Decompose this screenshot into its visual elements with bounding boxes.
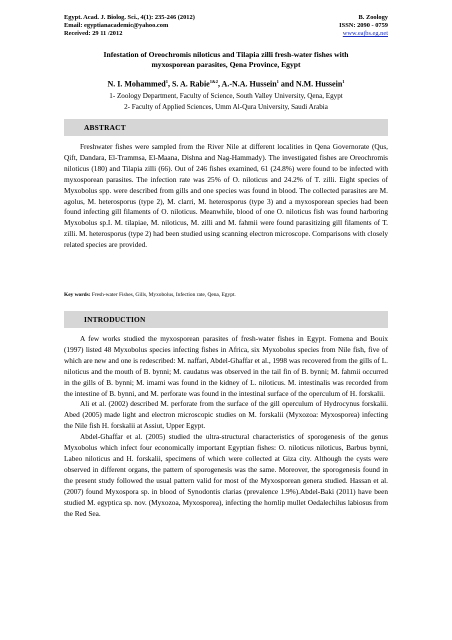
introduction-heading: INTRODUCTION [84, 315, 146, 324]
author-list [60, 79, 392, 89]
keywords-label: Key words: [64, 292, 91, 298]
author-2-affil: 1&2 [209, 79, 218, 84]
abstract-heading: ABSTRACT [84, 123, 126, 132]
abstract-heading-band [64, 119, 388, 136]
header-row-1 [64, 14, 388, 22]
keywords-value: Fresh-water Fishes, Gills, Myxobolus, Infection rate, Qena, Egypt. [90, 292, 236, 298]
introduction-paragraph-2: Ali et al. (2002) described M. perforate from the surface of the gill operculum of Hydrocynus forskalii. Abed (2005) made light and electron microscopic studies on M. forskalii (Myxozoa: Myxosporea) infecting the Nile fish H. forskalii at Assiut, Upper Egypt. [64, 399, 388, 431]
abstract-body [64, 142, 388, 251]
header-row-2 [64, 22, 388, 30]
introduction-paragraph-3: Abdel-Ghaffar et al. (2005) studied the ultra-structural characteristics of sporogenesis of the genus Myxobolus which infect four economically important Egyptian fishes: O. niloticus niloticus, Barbus bynni, Labeo niloticus and H. forskalii, specimens of which were collected at Giza city. Although the cysts were observed in different organs, the pattern of sporogenesis was the same. Moreover, the sporogenesis found in the present study followed the usual pattern valid for most of the Myxosporean genera studied. Hassan et al. (2007) found Myxospora sp. in blood of Synodontis clarias (prevalence 1.9%).Abdel-Baki (2011) have been studied M. egyptica sp. nov. (Myxozoa, Myxosporea), infecting the hornlip mullet Oedalechilus labiosus from the Red Sea. [64, 432, 388, 518]
author-4-affil: 1 [342, 79, 345, 84]
journal-citation: Egypt. Acad. J. Biolog. Sci., 4(1): 235-246 (2012) [64, 14, 195, 21]
author-3-affil: 1 [276, 79, 279, 84]
author-4: and N.M. Hussein [278, 79, 343, 89]
affiliation-1: 1- Zoology Department, Faculty of Science, South Valley University, Qena, Egypt [109, 92, 343, 100]
received-date: Received: 29 11 /2012 [64, 30, 123, 37]
title-line-2: myxosporean parasites, Qena Province, Egypt [151, 60, 301, 69]
keywords [64, 292, 388, 299]
introduction-body [64, 334, 388, 519]
affiliation-2: 2- Faculty of Applied Sciences, Umm Al-Qura University, Saudi Arabia [124, 103, 328, 111]
introduction-heading-band [64, 311, 388, 328]
introduction-paragraph-1: A few works studied the myxosporean parasites of fresh-water fishes in Egypt. Fomena and Bouix (1997) listed 48 Myxobolus species infecting fishes in Africa, six Myxobolus species from Nile fish, five of which are new and one is redescribed: M. naffari, Abdel-Ghaffar et al., 1998 was recovered from the gills of L. niloticus and the mouth of B. bynni; M. caudatus was observed in the tail fin of B. bynni; M. fahmii occurred in the gills of B. bynni; M. imami was found in the kidney of L. niloticus. M. intestinalis was recorded from the intestine of B. bynni, and M. perforate was found in the intestinal surface of the operculum of H. forskalii. [64, 334, 388, 398]
author-1-affil: 1 [165, 79, 168, 84]
author-3: , A.-N.A. Hussein [217, 79, 277, 89]
header-row-3 [64, 30, 388, 38]
article-title [70, 50, 382, 70]
author-1: N. I. Mohammed [107, 79, 166, 89]
journal-section: B. Zoology [358, 14, 388, 21]
journal-issn: ISSN: 2090 - 0759 [339, 22, 388, 29]
abstract-paragraph: Freshwater fishes were sampled from the River Nile at different localities in Qena Governorate (Qus, Qift, Dandara, El-Trammsa, El-Maana, Dishna and Nag-Hammady). The investigated fishes are Oreochromis niloticus (180) and Tilapia zilli (66). Out of 246 fishes examined, 61 (24.8%) were found to be infected with myxosporean parasites. The infection rate was 25% of O. niloticus and 24.2% of T. zilli. Eight species of Myxobolus spp. were described from gills and one species was found in blood. The collected parasites are M. agolus, M. heterosporus (type 2), M. clarri, M. heterosporus (type 3) and a myxosporean species had been found infecting gill filaments of O. niloticus. Meanwhile, blood of one O. niloticus fish was found harboring Myxobolus sp.I. M. tilapiae, M. niloticus, M. zilli and M. fahmii were found parasitizing gill filaments of T. zilli. M. heterosporus (type 2) had been studied using scanning electron microscope. Comparisons with closely related species are provided. [64, 142, 388, 250]
author-2: , S. A. Rabie [167, 79, 210, 89]
journal-website-link[interactable]: www.eajbs.eg.net [342, 30, 388, 37]
title-line-1: Infestation of Oreochromis niloticus and Tilapia zilli fresh-water fishes with [103, 50, 349, 59]
journal-email: Email: egyptianacademic@yahoo.com [64, 22, 169, 29]
